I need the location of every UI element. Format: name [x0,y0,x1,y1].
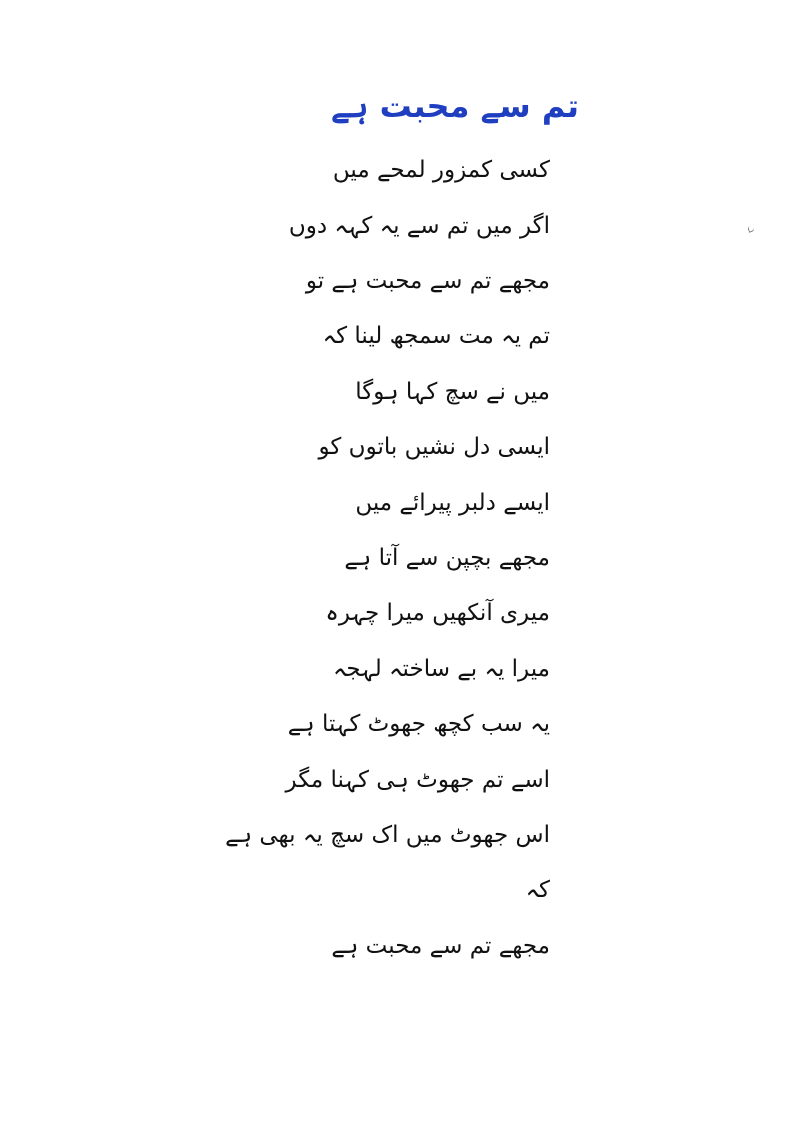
poem-line-13: اس جھوٹ میں اک سچ یہ بھی ہے [225,822,550,848]
poem-line-2: اگر میں تم سے یہ کہہ دوں [288,213,550,239]
poem-line-7: ایسے دلبر پیرائے میں [355,490,550,516]
poem-line-1: کسی کمزور لمحے میں [332,157,550,183]
poem-line-11: یہ سب کچھ جھوٹ کہتا ہے [287,711,550,737]
poem-line-15: مجھے تم سے محبت ہے [331,933,550,959]
poem-line-9: میری آنکھیں میرا چہرہ [325,600,550,626]
poem-line-8: مجھے بچپن سے آتا ہے [344,545,550,571]
poem-title: تم سے محبت ہے [330,87,579,125]
poem-line-4: تم یہ مت سمجھ لینا کہ [322,323,550,349]
poem-line-5: میں نے سچ کہا ہوگا [355,379,550,405]
poem-line-12: اسے تم جھوٹ ہی کہنا مگر [285,767,550,793]
poem-line-3: مجھے تم سے محبت ہے تو [305,268,550,294]
poem-line-6: ایسی دل نشیں باتوں کو [318,434,550,460]
poem-line-10: میرا یہ بے ساختہ لہجہ [332,656,550,682]
poem-line-14: کہ [525,877,550,903]
